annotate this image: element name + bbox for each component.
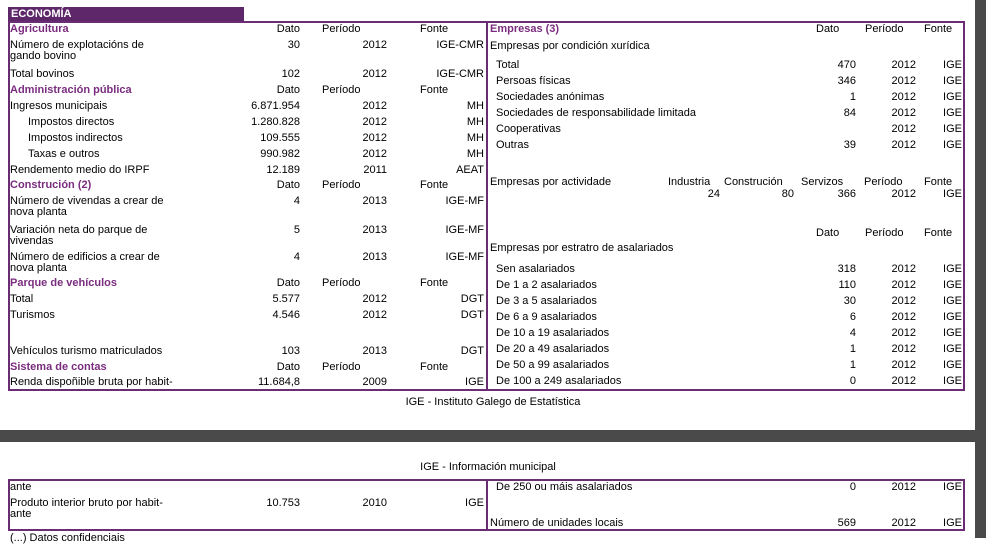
row-label: Número de unidades locais <box>490 517 624 529</box>
cell-fonte: DGT <box>460 293 484 305</box>
cell-dato: 990.982 <box>260 148 300 160</box>
row-label: Total <box>10 293 34 305</box>
right-scroll-edge <box>975 0 986 538</box>
cell-fonte: IGE <box>465 497 484 509</box>
row-label: Número de vivendas a crear de <box>10 195 164 207</box>
row-label: De 10 a 19 asalariados <box>496 327 610 339</box>
cell-periodo: Período <box>322 23 361 35</box>
page-gap <box>0 430 986 442</box>
row-label: Total bovinos <box>10 68 75 80</box>
cell-fonte: IGE <box>943 107 962 119</box>
category-header: Administración pública <box>10 84 132 96</box>
cell-fonte: IGE <box>943 295 962 307</box>
cell-dato: 12.189 <box>266 164 300 176</box>
cell-fonte: IGE-MF <box>445 224 484 236</box>
cell-periodo: 2012 <box>891 123 916 135</box>
val-fonte: IGE <box>943 188 962 200</box>
cell-periodo: 2013 <box>362 224 387 236</box>
row-label: Cooperativas <box>496 123 561 135</box>
cell-dato: 109.555 <box>260 132 300 144</box>
confidential-note: (...) Datos confidenciais <box>10 532 125 544</box>
cell-dato: 4 <box>293 195 300 207</box>
row-label: De 250 ou máis asalariados <box>496 481 633 493</box>
row-label: Impostos indirectos <box>28 132 123 144</box>
cell-periodo: 2012 <box>362 132 387 144</box>
category-header: Sistema de contas <box>10 361 107 373</box>
row-label: Número de explotacións de <box>10 39 144 51</box>
row-label: ante <box>10 481 32 493</box>
empresas-title: Empresas (3) <box>490 23 560 35</box>
col-periodo: Período <box>865 23 904 35</box>
cell-fonte: Fonte <box>420 361 449 373</box>
cell-dato: 4.546 <box>272 309 300 321</box>
cell-periodo: 2013 <box>362 195 387 207</box>
cell-periodo: 2012 <box>891 91 916 103</box>
row-label: Variación neta do parque de <box>10 224 148 236</box>
cell-periodo: 2012 <box>891 517 916 529</box>
row-label-cont: nova planta <box>10 206 67 218</box>
cell-dato: 30 <box>287 39 300 51</box>
h-construcion: Construción <box>724 176 783 188</box>
cell-dato: 470 <box>837 59 856 71</box>
cell-periodo: 2012 <box>891 481 916 493</box>
cell-dato: 39 <box>843 139 856 151</box>
cell-fonte: Fonte <box>420 23 449 35</box>
actividade-title: Empresas por actividade <box>490 176 612 188</box>
cell-periodo: 2012 <box>891 75 916 87</box>
val-periodo: 2012 <box>891 188 916 200</box>
row-label: Sen asalariados <box>496 263 575 275</box>
row-label: Turismos <box>10 309 55 321</box>
cell-periodo: Período <box>322 361 361 373</box>
row-label: De 20 a 49 asalariados <box>496 343 610 355</box>
cell-periodo: 2012 <box>362 309 387 321</box>
cell-fonte: IGE <box>943 481 962 493</box>
cell-periodo: 2012 <box>362 68 387 80</box>
category-header: Parque de vehículos <box>10 277 117 289</box>
estrato-title: Empresas por estratro de asalariados <box>490 242 674 254</box>
cell-fonte: IGE <box>943 343 962 355</box>
val-industria: 24 <box>707 188 720 200</box>
val-servizos: 366 <box>837 188 856 200</box>
cell-fonte: MH <box>466 132 484 144</box>
row-label: Total <box>496 59 520 71</box>
cell-fonte: IGE-MF <box>445 195 484 207</box>
row-label: Rendemento medio do IRPF <box>10 164 150 176</box>
cell-dato: Dato <box>276 361 300 373</box>
cell-fonte: MH <box>466 148 484 160</box>
cell-periodo: 2012 <box>891 327 916 339</box>
cell-fonte: IGE <box>943 75 962 87</box>
estrato-col-periodo: Período <box>865 227 904 239</box>
cell-dato: 5 <box>293 224 300 236</box>
cell-dato: Dato <box>276 179 300 191</box>
category-header: Construción (2) <box>10 179 92 191</box>
col-fonte: Fonte <box>924 23 953 35</box>
cell-dato: 103 <box>281 345 300 357</box>
row-label: ante <box>10 508 32 520</box>
estrato-col-fonte: Fonte <box>924 227 953 239</box>
cell-periodo: 2012 <box>362 148 387 160</box>
condicion-title: Empresas por condición xurídica <box>490 40 650 52</box>
cell-periodo: 2009 <box>362 376 387 388</box>
estrato-col-dato: Dato <box>816 227 840 239</box>
cell-periodo: Período <box>322 277 361 289</box>
cell-periodo: 2013 <box>362 345 387 357</box>
cell-dato: 1 <box>849 343 856 355</box>
cell-periodo: 2012 <box>891 263 916 275</box>
cell-fonte: IGE <box>943 327 962 339</box>
row-label: Produto interior bruto por habit- <box>10 497 163 509</box>
row-label: Ingresos municipais <box>10 100 108 112</box>
cell-dato: 6.871.954 <box>251 100 300 112</box>
row-label: De 6 a 9 asalariados <box>496 311 597 323</box>
h-servizos: Servizos <box>801 176 844 188</box>
cell-dato: 4 <box>849 327 856 339</box>
page2-header: IGE - Información municipal <box>420 461 556 473</box>
cell-fonte: Fonte <box>420 179 449 191</box>
cell-fonte: IGE <box>943 263 962 275</box>
cell-periodo: 2012 <box>362 293 387 305</box>
cell-periodo: 2010 <box>362 497 387 509</box>
row-label: De 1 a 2 asalariados <box>496 279 597 291</box>
cell-dato: 569 <box>837 517 856 529</box>
category-header: Agricultura <box>10 23 69 35</box>
cell-periodo: 2011 <box>363 164 387 176</box>
cell-fonte: IGE-CMR <box>436 68 484 80</box>
cell-dato: 0 <box>849 375 856 387</box>
cell-fonte: IGE-MF <box>445 251 484 263</box>
cell-fonte: IGE <box>465 376 484 388</box>
cell-fonte: IGE <box>943 279 962 291</box>
cell-periodo: Período <box>322 179 361 191</box>
cell-dato: 84 <box>843 107 856 119</box>
cell-periodo: 2012 <box>891 295 916 307</box>
cell-fonte: IGE <box>943 311 962 323</box>
cell-fonte: IGE-CMR <box>436 39 484 51</box>
h-fonte: Fonte <box>924 176 953 188</box>
cell-dato: Dato <box>276 23 300 35</box>
cell-periodo: 2012 <box>891 375 916 387</box>
cell-fonte: DGT <box>460 345 484 357</box>
row-label: De 3 a 5 asalariados <box>496 295 597 307</box>
cell-periodo: Período <box>322 84 361 96</box>
row-label: Impostos directos <box>28 116 115 128</box>
cell-dato: 110 <box>838 279 856 291</box>
cell-fonte: IGE <box>943 123 962 135</box>
footer-source: IGE - Instituto Galego de Estatística <box>405 396 581 408</box>
cell-fonte: Fonte <box>420 84 449 96</box>
row-label: Taxas e outros <box>28 148 100 160</box>
cell-fonte: MH <box>466 116 484 128</box>
cell-periodo: 2012 <box>891 59 916 71</box>
row-label: De 100 a 249 asalariados <box>496 375 622 387</box>
cell-fonte: AEAT <box>456 164 484 176</box>
cell-dato: 6 <box>849 311 856 323</box>
cell-fonte: Fonte <box>420 277 449 289</box>
cell-periodo: 2012 <box>891 107 916 119</box>
row-label-cont: gando bovino <box>10 50 77 62</box>
cell-dato: 1 <box>849 359 856 371</box>
row-label: Outras <box>496 139 530 151</box>
cell-fonte: MH <box>466 100 484 112</box>
cell-dato: 10.753 <box>266 497 300 509</box>
row-label: De 50 a 99 asalariados <box>496 359 610 371</box>
row-label: Sociedades anónimas <box>496 91 605 103</box>
cell-fonte: DGT <box>460 309 484 321</box>
cell-dato: Dato <box>276 277 300 289</box>
cell-periodo: 2012 <box>891 359 916 371</box>
cell-fonte: IGE <box>943 517 962 529</box>
row-label: Sociedades de responsabilidade limitada <box>496 107 696 119</box>
cell-periodo: 2012 <box>891 343 916 355</box>
cell-dato: 318 <box>837 263 856 275</box>
cell-fonte: IGE <box>943 375 962 387</box>
cell-periodo: 2012 <box>362 39 387 51</box>
cell-fonte: IGE <box>943 59 962 71</box>
cell-dato: 4 <box>293 251 300 263</box>
row-label: Vehículos turismo matriculados <box>10 345 163 357</box>
row-label-cont: vivendas <box>10 235 54 247</box>
cell-dato: 30 <box>843 295 856 307</box>
cell-dato: Dato <box>276 84 300 96</box>
cell-dato: 102 <box>281 68 300 80</box>
cell-dato: 0 <box>849 481 856 493</box>
cell-dato: 1.280.828 <box>251 116 300 128</box>
section-title: ECONOMÍA <box>8 7 244 21</box>
cell-periodo: 2012 <box>362 116 387 128</box>
cell-periodo: 2012 <box>891 279 916 291</box>
row-label-cont: nova planta <box>10 262 67 274</box>
h-industria: Industria <box>668 176 711 188</box>
cell-dato: 11.684,8 <box>257 376 300 388</box>
cell-periodo: 2012 <box>891 311 916 323</box>
val-construcion: 80 <box>781 188 794 200</box>
col-dato: Dato <box>816 23 840 35</box>
row-label: Persoas físicas <box>496 75 571 87</box>
cell-fonte: IGE <box>943 359 962 371</box>
row-label: Número de edificios a crear de <box>10 251 160 263</box>
cell-periodo: 2012 <box>362 100 387 112</box>
h-periodo: Período <box>864 176 903 188</box>
cell-fonte: IGE <box>943 139 962 151</box>
cell-dato: 346 <box>837 75 856 87</box>
row-label: Renda dispoñible bruta por habit- <box>10 376 173 388</box>
cell-dato: 5.577 <box>272 293 300 305</box>
cell-periodo: 2012 <box>891 139 916 151</box>
cell-periodo: 2013 <box>362 251 387 263</box>
cell-dato: 1 <box>849 91 856 103</box>
cell-fonte: IGE <box>943 91 962 103</box>
